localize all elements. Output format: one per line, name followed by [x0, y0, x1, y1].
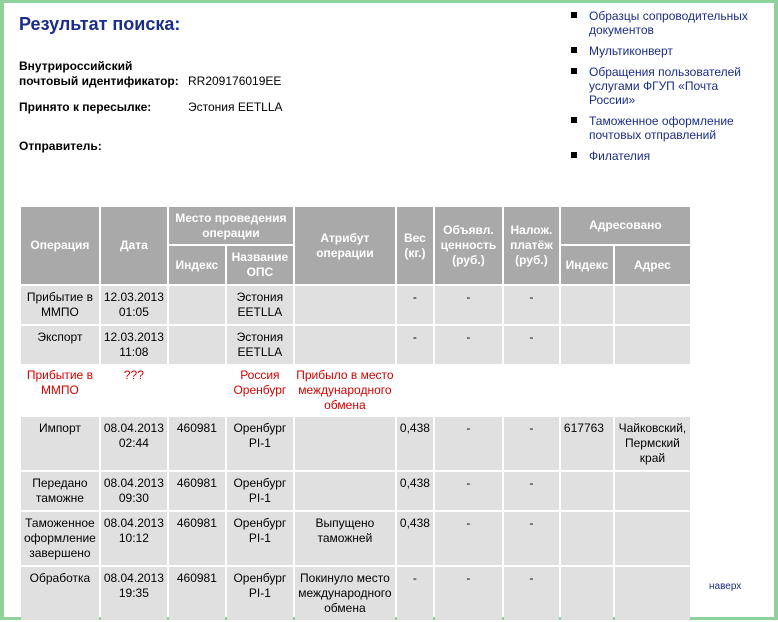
cell-weight: 0,438 — [397, 512, 433, 565]
cell-addr-address — [615, 512, 690, 565]
header-cod: Налож. платёж (руб.) — [504, 207, 559, 284]
cell-index: 460981 — [169, 472, 225, 510]
header-attribute: Атрибут операции — [295, 207, 395, 284]
annotation-ops-name: Россия Оренбург — [227, 366, 293, 415]
cell-ops-name: Оренбург PI-1 — [227, 417, 293, 470]
header-place-group: Место проведения операции — [169, 207, 293, 244]
cell-attribute: Покинуло место международного обмена — [295, 567, 395, 620]
annotation-empty — [397, 366, 433, 415]
tracking-id-label — [19, 59, 179, 89]
cell-addr-address — [615, 567, 690, 620]
cell-date: 08.04.2013 02:44 — [101, 417, 167, 470]
cell-operation: Таможенное оформление завершено — [21, 512, 99, 565]
bullet-icon — [571, 117, 577, 123]
cell-date: 12.03.2013 01:05 — [101, 286, 167, 324]
header-operation: Операция — [21, 207, 99, 284]
cell-operation: Импорт — [21, 417, 99, 470]
cell-ops-name: Эстония EETLLA — [227, 286, 293, 324]
cell-attribute — [295, 472, 395, 510]
cell-index — [169, 326, 225, 364]
cell-cod: - — [504, 326, 559, 364]
annotation-empty — [169, 366, 225, 415]
cell-date: 12.03.2013 11:08 — [101, 326, 167, 364]
accepted-label: Принято к пересылке: — [19, 100, 152, 114]
cell-operation: Обработка — [21, 567, 99, 620]
cell-declared-value: - — [435, 417, 502, 470]
cell-weight: 0,438 — [397, 472, 433, 510]
cell-addr-address — [615, 472, 690, 510]
side-link-text[interactable]: Таможенное оформление почтовых отправлений — [589, 114, 734, 142]
side-link-philately[interactable] — [570, 149, 760, 163]
cell-addr-address: Чайковский, Пермский край — [615, 417, 690, 470]
header-weight: Вес (кг.) — [397, 207, 433, 284]
table-row — [21, 326, 690, 364]
cell-attribute — [295, 417, 395, 470]
cell-addr-address — [615, 326, 690, 364]
header-addr-address: Адрес — [615, 246, 690, 284]
tracking-id-label-line2: почтовый идентификатор: — [19, 74, 179, 88]
cell-weight: - — [397, 286, 433, 324]
cell-index: 460981 — [169, 417, 225, 470]
cell-ops-name: Оренбург PI-1 — [227, 567, 293, 620]
cell-declared-value: - — [435, 286, 502, 324]
header-addr-index: Индекс — [561, 246, 613, 284]
cell-cod: - — [504, 512, 559, 565]
cell-weight: - — [397, 567, 433, 620]
cell-addr-index — [561, 472, 613, 510]
cell-date: 08.04.2013 09:30 — [101, 472, 167, 510]
operations-table — [19, 205, 692, 622]
table-row — [21, 567, 690, 620]
cell-ops-name: Оренбург PI-1 — [227, 472, 293, 510]
bullet-icon — [571, 12, 577, 18]
cell-index: 460981 — [169, 512, 225, 565]
cell-date: 08.04.2013 10:12 — [101, 512, 167, 565]
annotation-operation: Прибытие в ММПО — [21, 366, 99, 415]
cell-weight: 0,438 — [397, 417, 433, 470]
annotation-empty — [561, 366, 613, 415]
cell-declared-value: - — [435, 567, 502, 620]
side-link-text[interactable]: Филателия — [589, 149, 651, 163]
tracking-id-label-line1: Внутрироссийский — [19, 59, 133, 73]
side-link-customs[interactable] — [570, 114, 760, 142]
cell-ops-name: Оренбург PI-1 — [227, 512, 293, 565]
side-link-text[interactable]: Обращения пользователей услугами ФГУП «Почта России» — [589, 65, 741, 107]
side-link-text[interactable]: Образцы сопроводительных документов — [589, 9, 748, 37]
side-link-multienvelope[interactable] — [570, 44, 760, 58]
cell-cod: - — [504, 286, 559, 324]
cell-attribute: Выпущено таможней — [295, 512, 395, 565]
annotation-empty — [435, 366, 502, 415]
side-link-text[interactable]: Мультиконверт — [589, 44, 673, 58]
cell-declared-value: - — [435, 472, 502, 510]
cell-declared-value: - — [435, 512, 502, 565]
side-nav — [570, 9, 760, 170]
cell-addr-index: 617763 — [561, 417, 613, 470]
header-place-name: Название ОПС — [227, 246, 293, 284]
cell-addr-address — [615, 286, 690, 324]
table-row — [21, 286, 690, 324]
annotation-empty — [504, 366, 559, 415]
cell-index — [169, 286, 225, 324]
cell-operation: Экспорт — [21, 326, 99, 364]
annotation-row — [21, 366, 690, 415]
cell-index: 460981 — [169, 567, 225, 620]
annotation-attribute: Прибыло в место международного обмена — [295, 366, 395, 415]
sender-label: Отправитель: — [19, 139, 102, 153]
bullet-icon — [571, 47, 577, 53]
header-declared-value: Объявл. ценность (руб.) — [435, 207, 502, 284]
annotation-empty — [615, 366, 690, 415]
accepted-value: Эстония EETLLA — [188, 100, 283, 114]
cell-ops-name: Эстония EETLLA — [227, 326, 293, 364]
bullet-icon — [571, 68, 577, 74]
header-place-index: Индекс — [169, 246, 225, 284]
bullet-icon — [571, 152, 577, 158]
table-row — [21, 512, 690, 565]
cell-addr-index — [561, 567, 613, 620]
cell-cod: - — [504, 567, 559, 620]
cell-addr-index — [561, 512, 613, 565]
table-row — [21, 472, 690, 510]
cell-cod: - — [504, 472, 559, 510]
cell-weight: - — [397, 326, 433, 364]
back-to-top-link[interactable]: наверх — [709, 581, 742, 592]
cell-addr-index — [561, 326, 613, 364]
table-row — [21, 417, 690, 470]
cell-attribute — [295, 326, 395, 364]
header-date: Дата — [101, 207, 167, 284]
side-link-user-requests[interactable] — [570, 65, 760, 107]
page-title: Результат поиска: — [19, 14, 181, 34]
cell-operation: Передано таможне — [21, 472, 99, 510]
cell-date: 08.04.2013 19:35 — [101, 567, 167, 620]
tracking-id-value: RR209176019EE — [188, 74, 282, 88]
cell-declared-value: - — [435, 326, 502, 364]
cell-addr-index — [561, 286, 613, 324]
header-addressed-group: Адресовано — [561, 207, 690, 244]
cell-cod: - — [504, 417, 559, 470]
cell-operation: Прибытие в ММПО — [21, 286, 99, 324]
annotation-date: ??? — [101, 366, 167, 415]
side-link-sample-documents[interactable] — [570, 9, 760, 37]
cell-attribute — [295, 286, 395, 324]
